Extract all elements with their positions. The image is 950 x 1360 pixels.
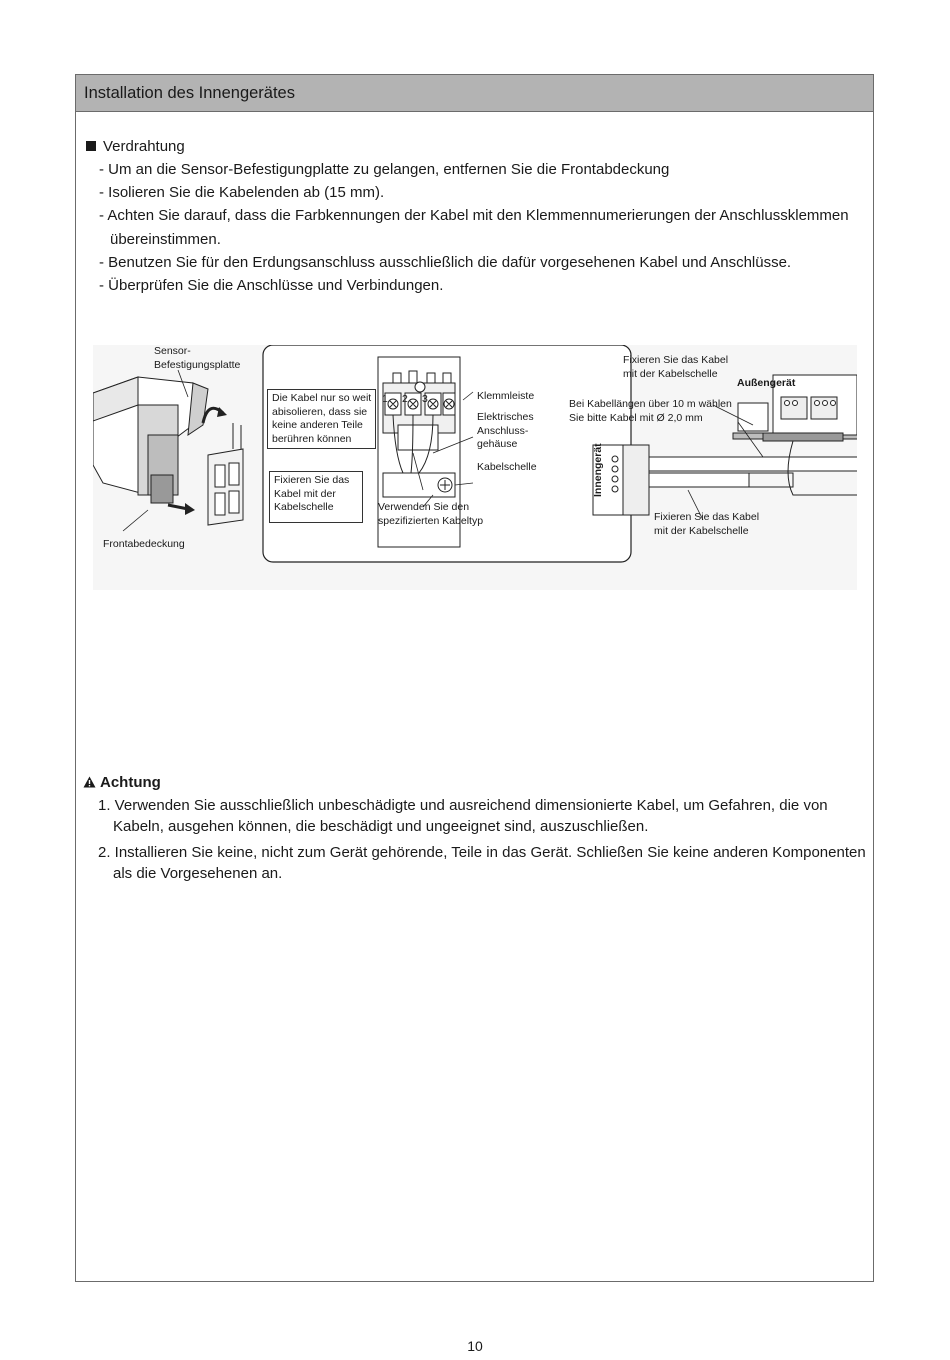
caution-section	[83, 773, 873, 889]
terminal-number-1: 1	[382, 393, 388, 405]
list-item: - Isolieren Sie die Kabelenden ab (15 mm).	[99, 184, 385, 202]
list-item: - Achten Sie darauf, dass die Farbkennungen der Kabel mit den Klemmennumerierungen der Anschlussklemmen übereinstimmen.	[99, 207, 849, 248]
caution-title-text: Achtung	[100, 774, 161, 791]
terminal-number-2: 2	[402, 393, 408, 405]
wiring-section	[86, 135, 866, 297]
caution-list	[83, 795, 873, 884]
strip-note-label: Die Kabel nur so weit abisolieren, dass sie keine anderen Teile berühren können	[267, 389, 376, 449]
list-item: - Um an die Sensor-Befestigungplatte zu gelangen, entfernen Sie die Frontabdeckung	[99, 161, 670, 178]
housing-label: Elektrisches Anschluss- gehäuse	[477, 411, 534, 450]
fix-top-label: Fixieren Sie das Kabel mit der Kabelschelle	[623, 354, 729, 380]
indoor-unit-label: Innengerät	[592, 443, 604, 497]
list-item: 1. Verwenden Sie ausschließlich unbeschädigte und ausreichend dimensionierte Kabel, um Gefahren, die von Kabeln, ausgehen können, die beschädigt und ungeeignet sind, auszuschließen.	[98, 797, 828, 835]
list-item: 2. Installieren Sie keine, nicht zum Gerät gehörende, Teile in das Gerät. Schließen Sie keine anderen Komponenten als die Vorgesehenen an.	[98, 844, 866, 882]
caution-title	[83, 773, 873, 793]
wiring-list	[86, 158, 866, 297]
length-note-label: Bei Kabellängen über 10 m wählen Sie bitte Kabel mit Ø 2,0 mm	[569, 398, 732, 424]
content-frame	[75, 74, 874, 1282]
terminal-number-3: 3	[422, 393, 428, 405]
wiring-diagram	[93, 345, 857, 590]
square-bullet-icon	[86, 141, 96, 151]
wiring-title	[86, 135, 866, 158]
clamp-note-label: Fixieren Sie das Kabel mit der Kabelschelle	[269, 471, 363, 523]
cable-clamp-label: Kabelschelle	[477, 461, 537, 473]
fix-bottom-label: Fixieren Sie das Kabel mit der Kabelschelle	[654, 511, 760, 537]
list-item: - Überprüfen Sie die Anschlüsse und Verbindungen.	[99, 277, 444, 295]
page-number: 10	[467, 1338, 483, 1354]
outdoor-unit-label: Außengerät	[737, 377, 796, 389]
wiring-title-text: Verdrahtung	[103, 138, 185, 155]
cable-type-label: Verwenden Sie den spezifizierten Kabeltyp	[378, 501, 484, 527]
front-cover-label: Frontabedeckung	[103, 538, 185, 550]
warning-icon	[83, 776, 96, 788]
list-item: - Benutzen Sie für den Erdungsanschluss ausschließlich die dafür vorgesehenen Kabel und Anschlüsse.	[99, 253, 792, 271]
section-title: Installation des Innengerätes	[76, 75, 873, 112]
terminal-block-label: Klemmleiste	[477, 390, 535, 402]
sensor-plate-label: Sensor- Befestigungsplatte	[154, 345, 241, 371]
